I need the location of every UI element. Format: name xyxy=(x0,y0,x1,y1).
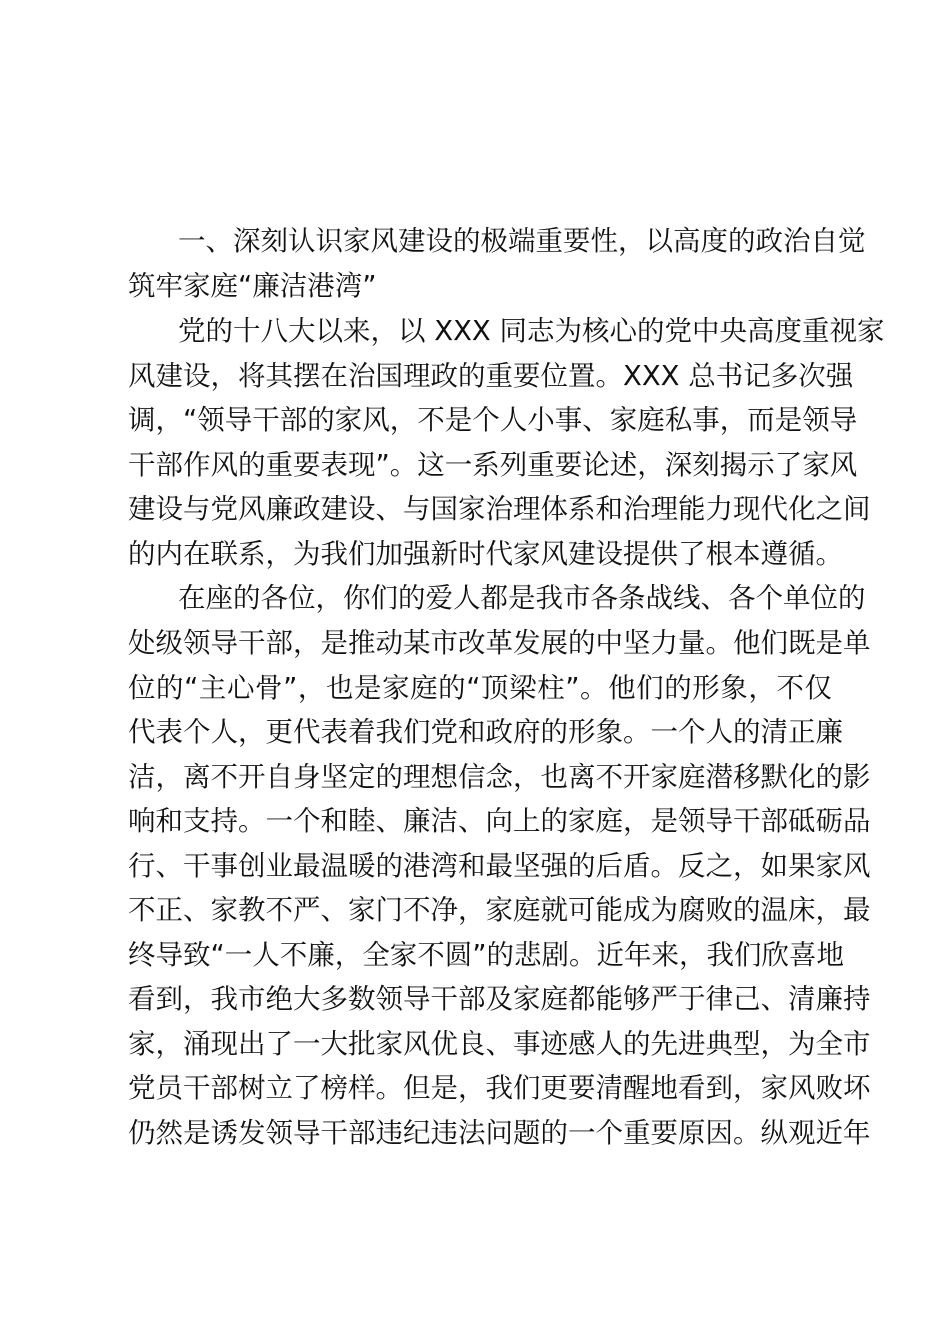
paragraph-2-line-1: 在座的各位，你们的爱人都是我市各条战线、各个单位的 xyxy=(178,582,866,614)
section-heading-line-2: 筑牢家庭“廉洁港湾” xyxy=(128,270,377,302)
paragraph-2-line-7: 行、干事创业最温暖的港湾和最坚强的后盾。反之，如果家风 xyxy=(128,850,871,882)
paragraph-2-line-11: 家，涌现出了一大批家风优良、事迹感人的先进典型，为全市 xyxy=(128,1028,871,1060)
paragraph-1-line-5: 建设与党风廉政建设、与国家治理体系和治理能力现代化之间 xyxy=(128,493,871,525)
paragraph-1-line-3: 调，“领导干部的家风，不是个人小事、家庭私事，而是领导 xyxy=(128,404,858,436)
paragraph-1-line-1: 党的十八大以来，以 XXX 同志为核心的党中央高度重视家 xyxy=(178,315,885,347)
paragraph-2-line-12: 党员干部树立了榜样。但是，我们更要清醒地看到，家风败坏 xyxy=(128,1072,871,1104)
paragraph-2-line-6: 响和支持。一个和睦、廉洁、向上的家庭，是领导干部砥砺品 xyxy=(128,805,871,837)
paragraph-2-line-10: 看到，我市绝大多数领导干部及家庭都能够严于律己、清廉持 xyxy=(128,983,871,1015)
paragraph-2-line-9: 终导致“一人不廉，全家不圆”的悲剧。近年来，我们欣喜地 xyxy=(128,939,844,971)
paragraph-2-line-5: 洁，离不开自身坚定的理想信念，也离不开家庭潜移默化的影 xyxy=(128,761,871,793)
paragraph-2-line-2: 处级领导干部，是推动某市改革发展的中坚力量。他们既是单 xyxy=(128,627,871,659)
section-heading-line-1: 一、深刻认识家风建设的极端重要性，以高度的政治自觉 xyxy=(178,225,866,257)
paragraph-2-line-13: 仍然是诱发领导干部违纪违法问题的一个重要原因。纵观近年 xyxy=(128,1117,871,1149)
paragraph-2-line-3: 位的“主心骨”，也是家庭的“顶梁柱”。他们的形象，不仅 xyxy=(128,672,832,704)
paragraph-1-line-4: 干部作风的重要表现”。这一系列重要论述，深刻揭示了家风 xyxy=(128,449,858,481)
paragraph-2-line-8: 不正、家教不严、家门不净，家庭就可能成为腐败的温床，最 xyxy=(128,894,871,926)
paragraph-2-line-4: 代表个人，更代表着我们党和政府的形象。一个人的清正廉 xyxy=(128,716,843,748)
paragraph-1-line-2: 风建设，将其摆在治国理政的重要位置。XXX 总书记多次强 xyxy=(128,360,854,392)
paragraph-1-line-6: 的内在联系，为我们加强新时代家风建设提供了根本遵循。 xyxy=(128,538,843,570)
